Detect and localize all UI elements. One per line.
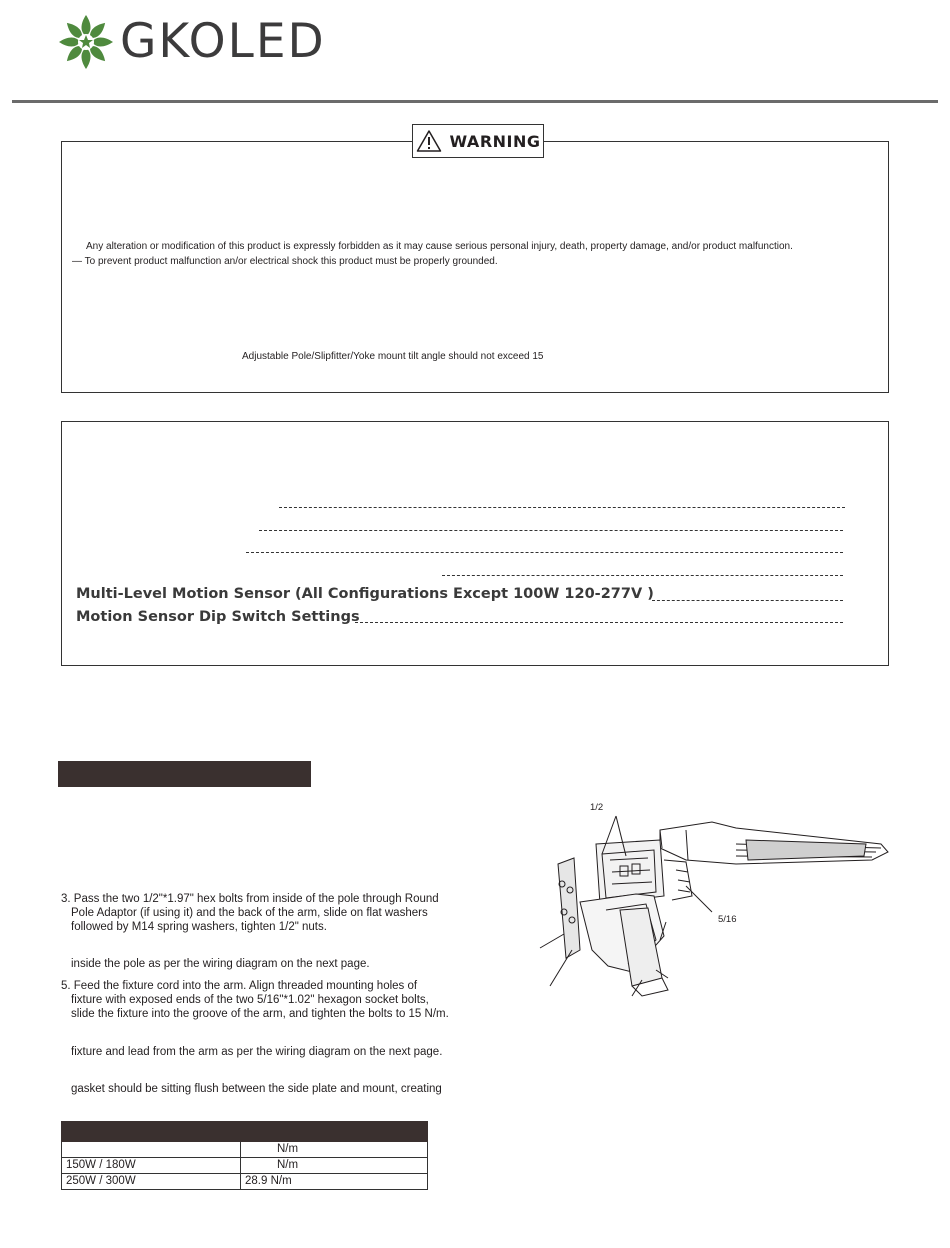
brand-name: GKOLED bbox=[120, 14, 326, 69]
toc-item-motion-sensor[interactable]: Multi-Level Motion Sensor (All Configurations Except 100W 120-277V ) bbox=[76, 586, 654, 602]
warning-text-alteration: Any alteration or modification of this product is expressly forbidden as it may cause serious personal injury, death, property damage, and/or product malfunction. bbox=[86, 241, 793, 252]
table-cell-model: 250W / 300W bbox=[62, 1174, 241, 1190]
table-header-row bbox=[62, 1122, 428, 1142]
toc-leader-2 bbox=[259, 530, 843, 531]
label-half-inch: 1/2 bbox=[590, 802, 604, 813]
torque-table bbox=[61, 1121, 428, 1190]
gkoled-flower-logo-icon bbox=[58, 14, 114, 70]
table-cell-torque: 28.9 N/m bbox=[241, 1174, 428, 1190]
contents-box bbox=[61, 421, 889, 666]
warning-text-grounding: — To prevent product malfunction an/or electrical shock this product must be properly grounded. bbox=[72, 256, 498, 267]
warning-text-tilt-angle: Adjustable Pole/Slipfitter/Yoke mount tilt angle should not exceed 15 bbox=[242, 351, 544, 362]
warning-triangle-icon bbox=[416, 129, 442, 153]
arm-mount-drawing bbox=[536, 800, 896, 1010]
header-divider bbox=[12, 100, 938, 103]
table-cell-torque: N/m bbox=[241, 1158, 428, 1174]
warning-label: WARNING bbox=[449, 131, 541, 151]
warning-tag bbox=[412, 124, 544, 158]
step-4-line-2: inside the pole as per the wiring diagram on the next page. bbox=[71, 958, 370, 970]
table-row bbox=[62, 1174, 428, 1190]
step-5-line-1: 5. Feed the fixture cord into the arm. Align threaded mounting holes of bbox=[61, 980, 418, 992]
step-5-line-3: slide the fixture into the groove of the arm, and tighten the bolts to 15 N/m. bbox=[71, 1008, 449, 1020]
step-3-line-1: 3. Pass the two 1/2"*1.97" hex bolts from inside of the pole through Round bbox=[61, 893, 439, 905]
toc-leader-5 bbox=[652, 600, 843, 601]
toc-item-dip-switch[interactable]: Motion Sensor Dip Switch Settings bbox=[76, 609, 360, 625]
toc-leader-3 bbox=[246, 552, 843, 553]
step-3-line-2: Pole Adaptor (if using it) and the back of the arm, slide on flat washers bbox=[71, 907, 428, 919]
step-5-line-2: fixture with exposed ends of the two 5/16"*1.02" hexagon socket bolts, bbox=[71, 994, 429, 1006]
toc-leader-1 bbox=[279, 507, 845, 508]
table-cell-model: 150W / 180W bbox=[62, 1158, 241, 1174]
section-heading-bar bbox=[58, 761, 311, 787]
table-cell-torque: N/m bbox=[241, 1142, 428, 1158]
step-3-line-3: followed by M14 spring washers, tighten 1/2" nuts. bbox=[71, 921, 327, 933]
table-row bbox=[62, 1158, 428, 1174]
table-row bbox=[62, 1142, 428, 1158]
installation-diagram bbox=[536, 800, 896, 1010]
toc-leader-4 bbox=[442, 575, 843, 576]
toc-leader-6 bbox=[355, 622, 843, 623]
table-cell-model bbox=[62, 1142, 241, 1158]
step-6-line-2: fixture and lead from the arm as per the wiring diagram on the next page. bbox=[71, 1046, 443, 1058]
label-five-sixteenths: 5/16 bbox=[718, 914, 737, 925]
step-7-line-2: gasket should be sitting flush between the side plate and mount, creating bbox=[71, 1083, 442, 1095]
table-header bbox=[62, 1122, 428, 1142]
